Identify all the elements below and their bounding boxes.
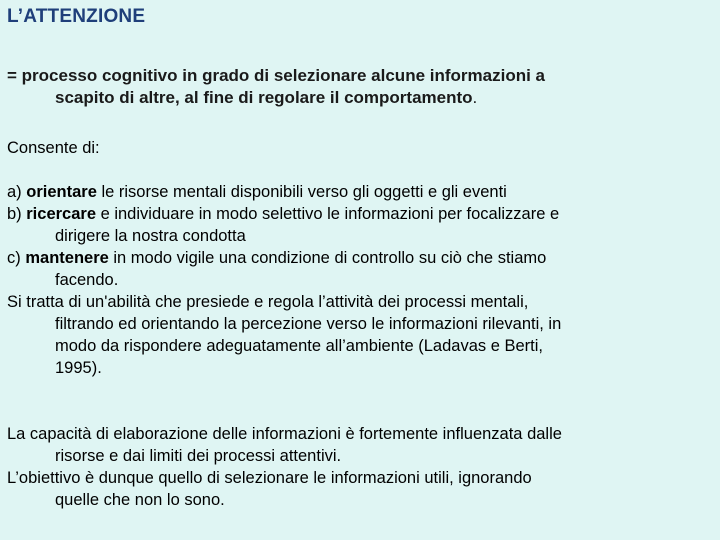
ability-line-4: 1995). — [55, 359, 102, 377]
item-c-continuation: facendo. — [55, 271, 119, 289]
ability-line-3: modo da rispondere adeguatamente all’ambiente (Ladavas e Berti, — [55, 337, 543, 355]
item-c-prefix: c) — [7, 249, 26, 267]
item-c-text: in modo vigile una condizione di controllo su ciò che stiamo — [108, 249, 547, 267]
item-a-keyword: orientare — [26, 183, 97, 201]
list-item-b — [7, 203, 715, 247]
intro-label: Consente di: — [7, 139, 100, 157]
item-a-text: le risorse mentali disponibili verso gli oggetti e gli eventi — [96, 183, 507, 201]
items-list — [7, 181, 715, 379]
capacity-paragraph — [7, 423, 715, 511]
list-item-c — [7, 247, 715, 291]
slide-title: L’ATTENZIONE — [7, 6, 146, 27]
intro-text — [7, 137, 715, 159]
objective-line-2: quelle che non lo sono. — [55, 491, 225, 509]
capacity-line-2: risorse e dai limiti dei processi attentivi. — [55, 447, 342, 465]
capacity-line-1: La capacità di elaborazione delle informazioni è fortemente influenzata dalle — [7, 425, 562, 443]
ability-line-1: Si tratta di un'abilità che presiede e regola l’attività dei processi mentali, — [7, 293, 529, 311]
definition-line-2 — [7, 87, 707, 109]
definition-line-2-main: scapito di altre, al fine di regolare il comportamento — [55, 88, 473, 107]
item-b-keyword: ricercare — [26, 205, 96, 223]
definition-text — [7, 65, 707, 109]
item-c-keyword: mantenere — [25, 249, 109, 267]
objective-line-1: L’obiettivo è dunque quello di selezionare le informazioni utili, ignorando — [7, 469, 532, 487]
list-item-a — [7, 181, 715, 203]
capacity-text — [7, 423, 715, 467]
definition-line-2-end: . — [472, 88, 478, 107]
item-b-text: e individuare in modo selettivo le informazioni per focalizzare e — [96, 205, 560, 223]
item-b-prefix: b) — [7, 205, 27, 223]
item-b-continuation: dirigere la nostra condotta — [55, 227, 246, 245]
definition-line-1: = processo cognitivo in grado di selezionare alcune informazioni a — [7, 66, 545, 85]
item-a-prefix: a) — [7, 183, 27, 201]
objective-text — [7, 467, 715, 511]
ability-paragraph — [7, 291, 715, 379]
ability-line-2: filtrando ed orientando la percezione verso le informazioni rilevanti, in — [55, 315, 562, 333]
